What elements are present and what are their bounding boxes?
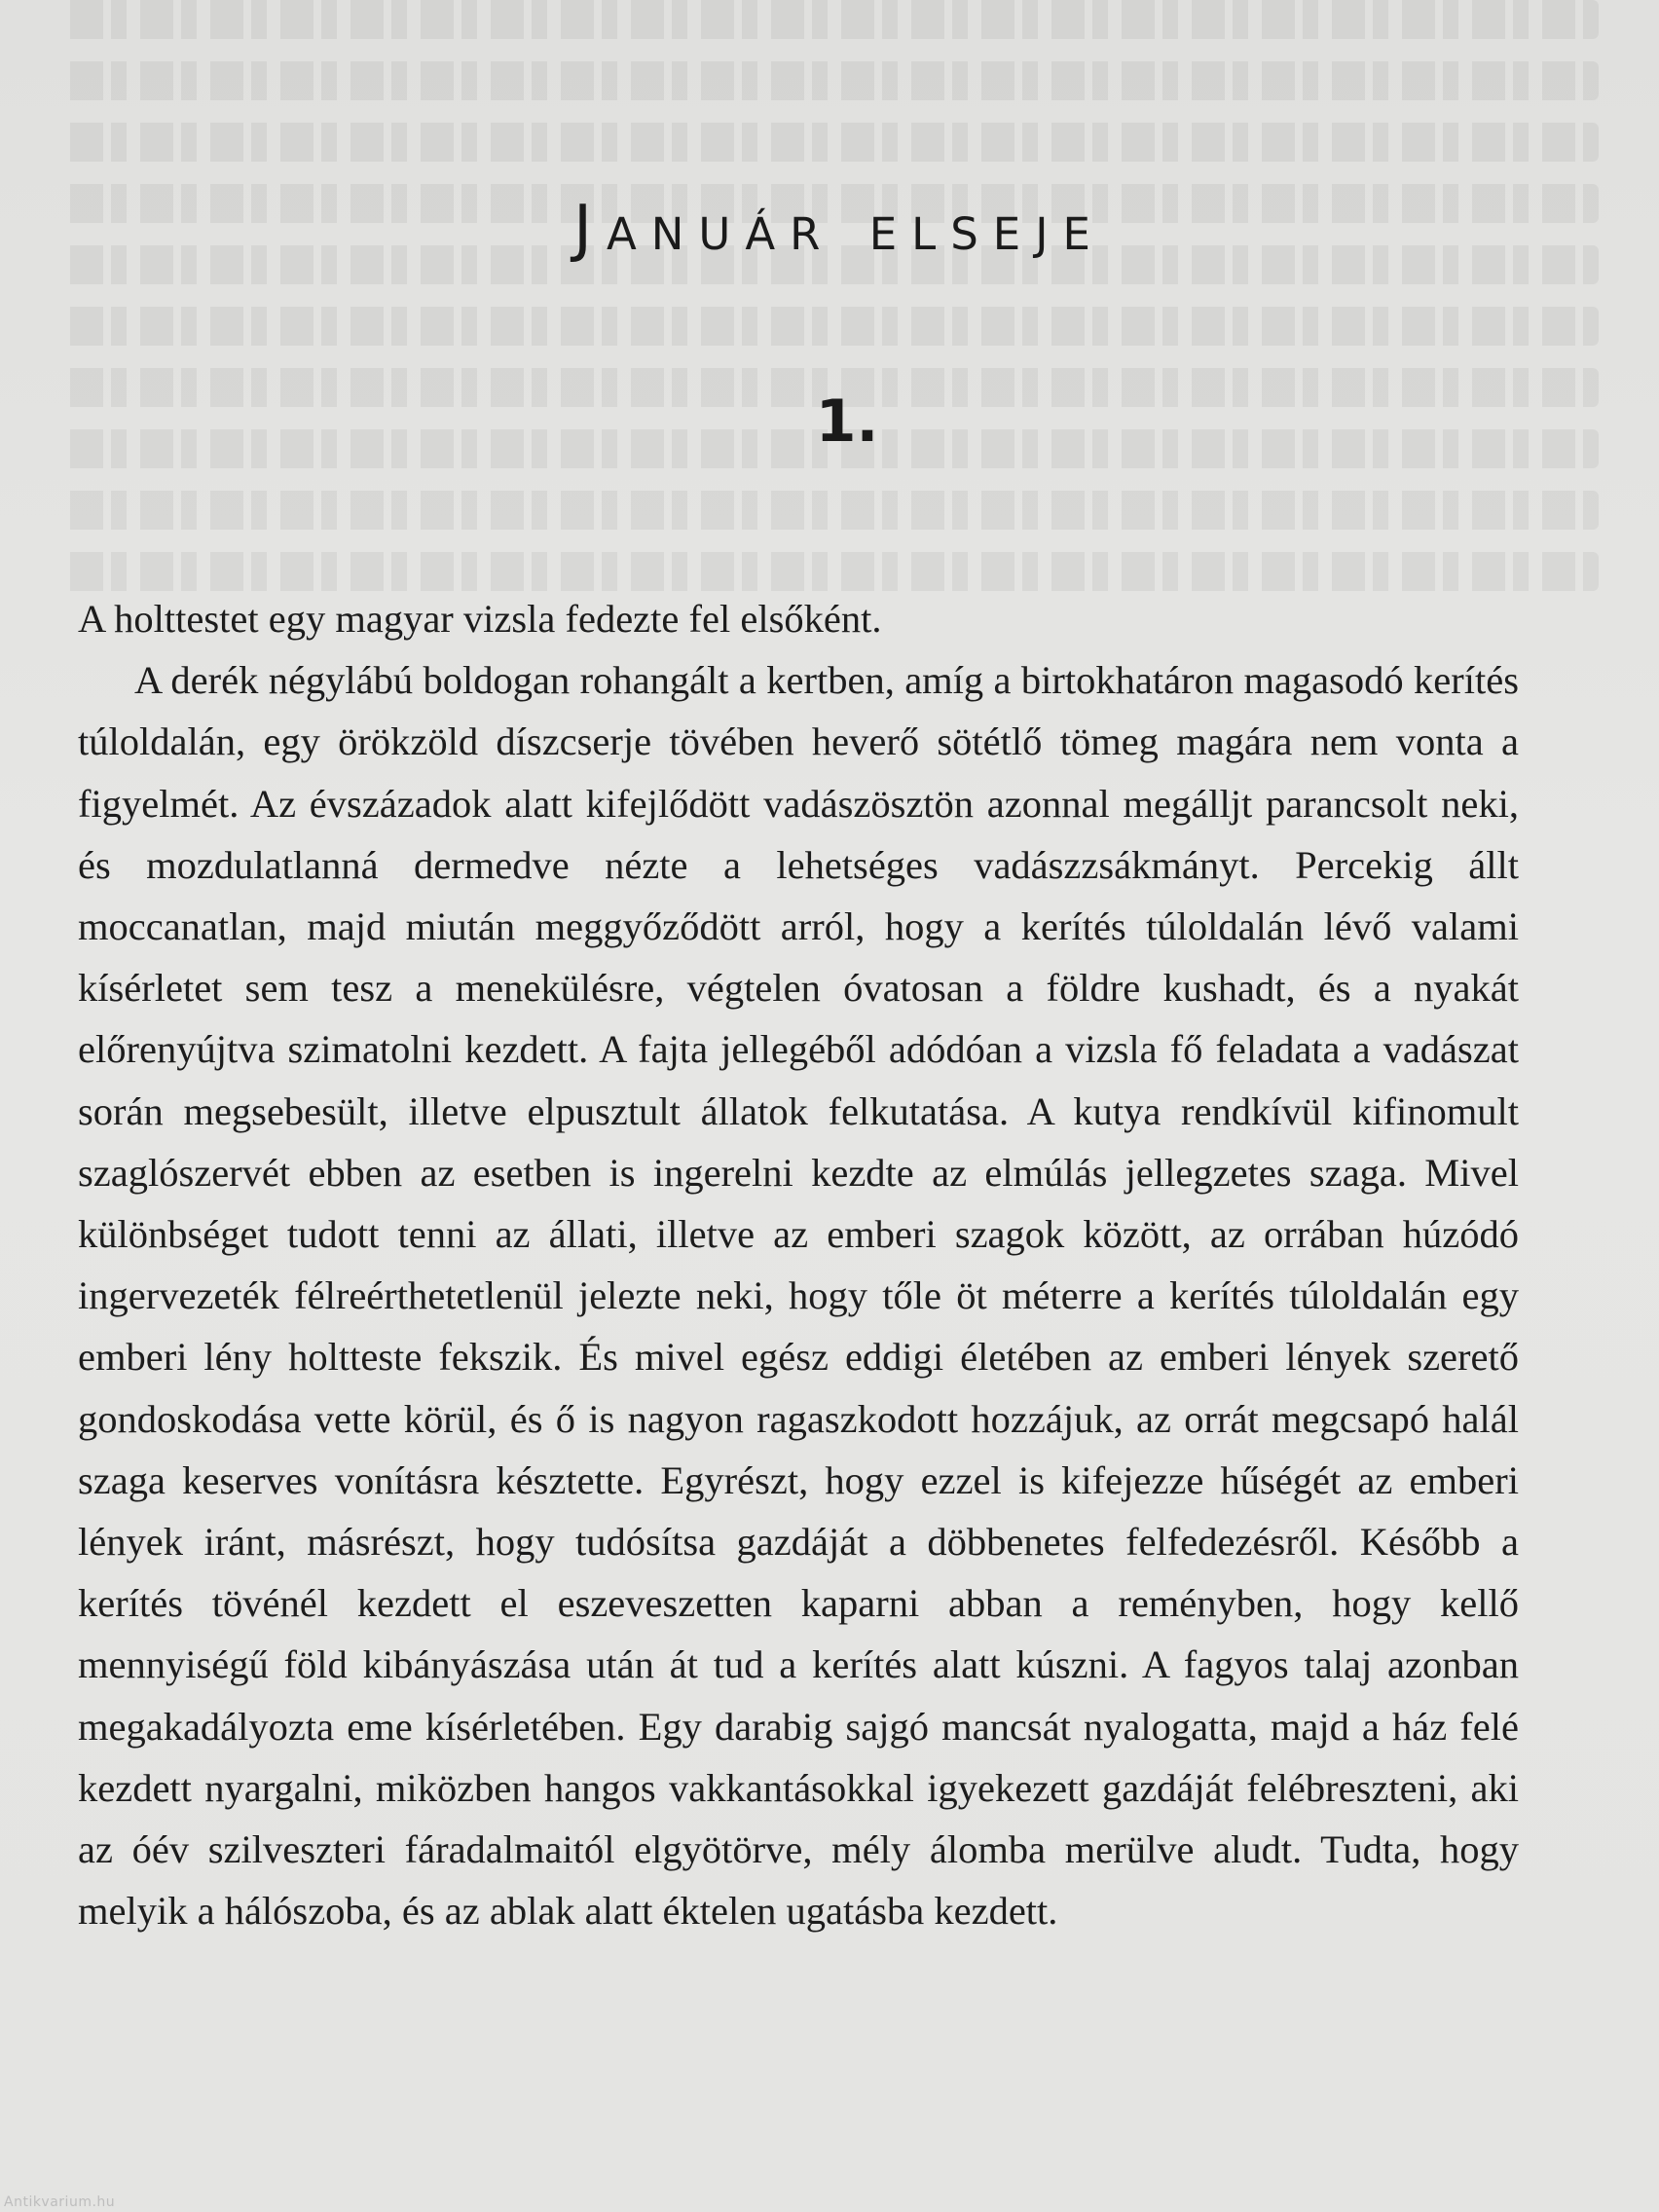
paragraph-main: A derék négylábú boldogan rohangált a kertben, amíg a birtokhatáron magasodó kerítés túloldalán, egy örökzöld díszcserje tövében heverő sötétlő tömeg magára nem vonta a figyelmét. Az évszázadok alatt kifejlődött vadászösztön azonnal megálljt parancsolt neki, és mozdulatlanná dermedve nézte a lehetséges vadászzsákmányt. Percekig állt moccanatlan, majd miután meggyőződött arról, hogy a kerítés túloldalán lévő valami kísérletet sem tesz a menekülésre, végtelen óvatosan a földre kushadt, és a nyakát előrenyújtva szimatolni kezdett. A fajta jellegéből adódóan a vizsla fő feladata a vadászat során megsebesült, illetve elpusztult állatok felkutatása. A kutya rendkívül kifinomult szaglószervét ebben az esetben is ingerelni kezdte az elmúlás jellegzetes szaga. Mivel különbséget tudott tenni az állati, illetve az emberi szagok között, az orrában húzódó ingervezeték félreérthetetlenül jelezte neki, hogy tőle öt méterre a kerítés túloldalán egy emberi lény holtteste fekszik. És mivel egész eddigi életében az emberi lények szerető gondoskodása vette körül, és ő is nagyon ragaszkodott hozzájuk, az orrát megcsapó halál szaga keserves vonításra késztette. Egyrészt, hogy ezzel is kifejezze hűségét az emberi lények iránt, másrészt, hogy tudósítsa gazdáját a döbbenetes felfedezésről. Később a kerítés tövénél kezdett el eszeveszetten kaparni abban a reményben, hogy kellő mennyiségű föld kibányászása után át tud a kerítés alatt kúszni. A fagyos talaj azonban megakadályozta eme kísérletében. Egy darabig sajgó mancsát nyalogatta, majd a ház felé kezdett nyargalni, miközben hangos vakkantásokkal igyekezett gazdáját felébreszteni, aki az óév szilveszteri fáradalmaitól elgyötörve, mély álomba merülve aludt. Tudta, hogy melyik a hálószoba, és az ablak alatt éktelen ugatásba kezdett. — [78, 658, 1519, 1934]
bleed-line — [60, 491, 1599, 530]
watermark: Antikvarium.hu — [4, 2194, 116, 2210]
chapter-number: 1. — [815, 387, 879, 456]
chapter-title: Január elseje — [573, 193, 1105, 265]
bleed-line — [60, 552, 1599, 591]
reverse-side-bleed-through — [60, 0, 1599, 604]
bleed-line — [60, 307, 1599, 346]
bleed-line — [60, 61, 1599, 100]
chapter-body — [78, 588, 1519, 1941]
paragraph-opening: A holttestet egy magyar vizsla fedezte fel elsőként. — [78, 597, 882, 641]
bleed-line — [60, 0, 1599, 39]
bleed-line — [60, 123, 1599, 162]
